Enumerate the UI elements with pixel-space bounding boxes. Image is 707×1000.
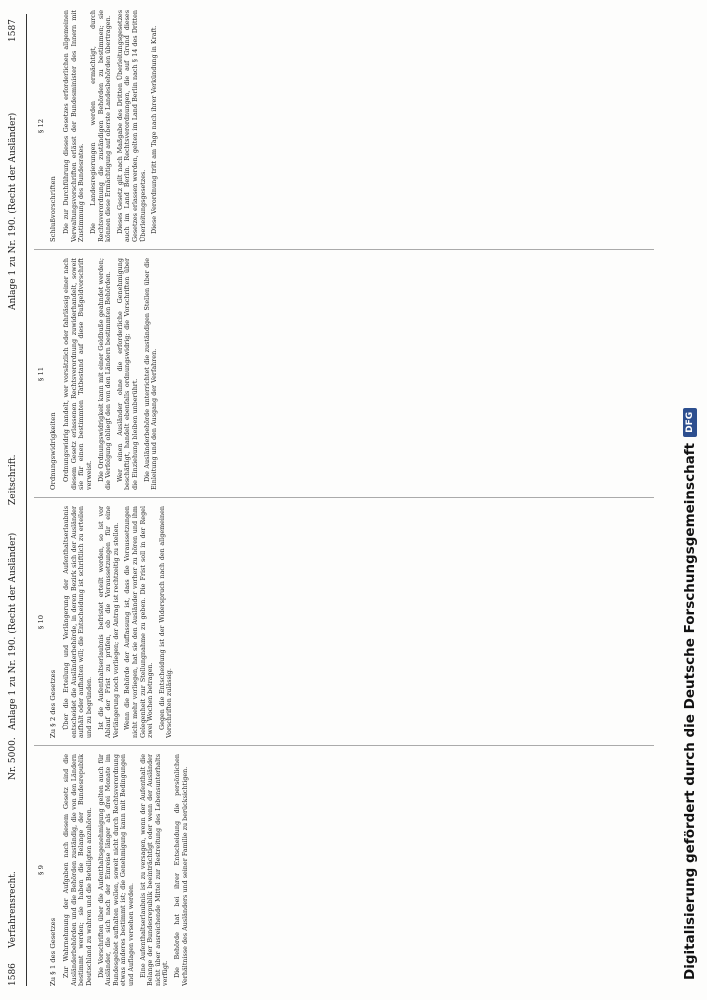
right-title: Anlage 1 zu Nr. 190. (Recht der Ausländer) [8, 112, 18, 310]
side-banner [676, 20, 704, 980]
header-rule [26, 14, 27, 986]
column-heading: § 11 [37, 366, 45, 382]
paragraph: Dieses Gesetz gilt nach Maßgabe des Dritten Überleitungsgesetzes auch im Land Berlin. Rechtsverordnungen, die auf Grund dieses Gesetzes erlassen werden, gelten im Land Berlin nach § 14 des Dritten Überleitungsgesetzes. [115, 10, 147, 242]
column-subheading: Schlußvorschriften [48, 176, 57, 242]
dfg-logo-icon: DFG [683, 408, 697, 437]
paragraph: Gegen die Entscheidung ist der Widerspruch nach den allgemeinen Vorschriften zulässig. [157, 506, 174, 738]
funding-text: Digitalisierung gefördert durch die Deutsche Forschungsgemeinschaft [682, 442, 698, 980]
text-column-3 [34, 258, 664, 490]
paragraph: Die zur Durchführung dieses Gesetzes erforderlichen allgemeinen Verwaltungsvorschriften erlässt der Bundesminister des Innern mit Zustimmung des Bundesrates. [62, 10, 86, 242]
center-marker: Zeitschrift. [8, 454, 18, 505]
paragraph: Die Vorschriften über die Aufenthaltsgenehmigung gelten auch für Ausländer, die sich nach der Einreise länger als drei Monate im Bundesgebiet aufhalten wollen, soweit nicht durch Rechtsverordnung etwas anderes bestimmt ist; die Genehmigung kann mit Bedingungen und Auflagen versehen werden. [96, 754, 135, 986]
paragraph: Ordnungswidrig handelt, wer vorsätzlich oder fahrlässig einer nach diesem Gesetz erlassenen Rechtsverordnung zuwiderhandelt, soweit sie für einen bestimmten Tatbestand auf diese Bußgeldvorschrift verweist. [62, 258, 93, 490]
paragraph: Wenn die Behörde der Auffassung ist, dass die Voraussetzungen nicht mehr vorliegen, hat sie den Ausländer vorher zu hören und ihm Gelegenheit zur Stellungnahme zu geben. Die Frist soll in der Regel zwei Wochen betragen. [123, 506, 155, 738]
paragraph: Ist die Aufenthaltserlaubnis befristet erteilt worden, so ist vor Ablauf der Frist zu prüfen, ob die Voraussetzungen für eine Verlängerung noch vorliegen; der Antrag ist rechtzeitig zu stellen. [96, 506, 120, 738]
paragraph: Diese Verordnung tritt am Tage nach ihrer Verkündung in Kraft. [150, 25, 159, 234]
left-section: Verfahrensrecht. [8, 871, 18, 948]
text-column-1 [34, 754, 664, 986]
right-page-number: 1587 [8, 19, 18, 42]
column-subheading: Ordnungswidrigkeiten [48, 412, 57, 490]
paragraph: Eine Aufenthaltserlaubnis ist zu versagen, wenn der Aufenthalt die Belange der Bundesrepublik beeinträchtigt oder wenn der Ausländer nicht über ausreichende Mittel zur Bestreitung des Lebensunterhalts verfügt. [138, 754, 170, 986]
column-divider [34, 745, 654, 746]
column-divider [34, 497, 654, 498]
text-column-4 [34, 10, 664, 242]
funding-notice [676, 20, 704, 980]
paragraph: Die Ordnungswidrigkeit kann mit einer Geldbuße geahndet werden; die Verfolgung obliegt den von den Ländern bestimmten Behörden. [96, 258, 113, 490]
paragraph: Die Ausländerbehörde unterrichtet die zuständigen Stellen über die Einleitung und den Ausgang der Verfahren. [142, 258, 159, 490]
left-title: Anlage 1 zu Nr. 190. (Recht der Ausländer) [8, 532, 18, 730]
paragraph: Wer einen Ausländer ohne die erforderliche Genehmigung beschäftigt, handelt ebenfalls ordnungswidrig; die Vorschriften über die Einziehung bleiben unberührt. [115, 258, 139, 490]
paragraph: Zur Wahrnehmung der Aufgaben nach diesem Gesetz sind die Ausländerbehörden und die Behörden zuständig, die von den Ländern bestimmt werden; sie haben die Belange der Bundesrepublik Deutschland zu wahren und die Beteiligten anzuhören. [62, 754, 93, 986]
column-heading: § 9 [37, 865, 45, 875]
column-subheading: Zu § 2 des Gesetzes [48, 669, 57, 738]
running-head [8, 0, 28, 1000]
column-heading: § 10 [37, 614, 45, 630]
paragraph: Die Behörde hat bei ihrer Entscheidung die persönlichen Verhältnisse des Ausländers und seiner Familie zu berücksichtigen. [172, 754, 189, 986]
column-subheading: Zu § 1 des Gesetzes [48, 917, 57, 986]
left-part: Nr. 5000. [8, 737, 18, 780]
column-divider [34, 249, 654, 250]
paragraph: Die Landesregierungen werden ermächtigt, durch Rechtsverordnung die zuständigen Behörden zu bestimmen; sie können diese Ermächtigung auf oberste Landesbehörden übertragen. [88, 10, 113, 242]
text-column-2 [34, 506, 664, 738]
column-heading: § 12 [37, 118, 45, 134]
left-page-number: 1586 [8, 963, 18, 986]
paragraph: Über die Erteilung und Verlängerung der Aufenthaltserlaubnis entscheidet die Ausländerbehörde, in deren Bezirk sich der Ausländer aufhält oder aufhalten will; die Entscheidung ist schriftlich zu erteilen und zu begründen. [62, 506, 93, 738]
